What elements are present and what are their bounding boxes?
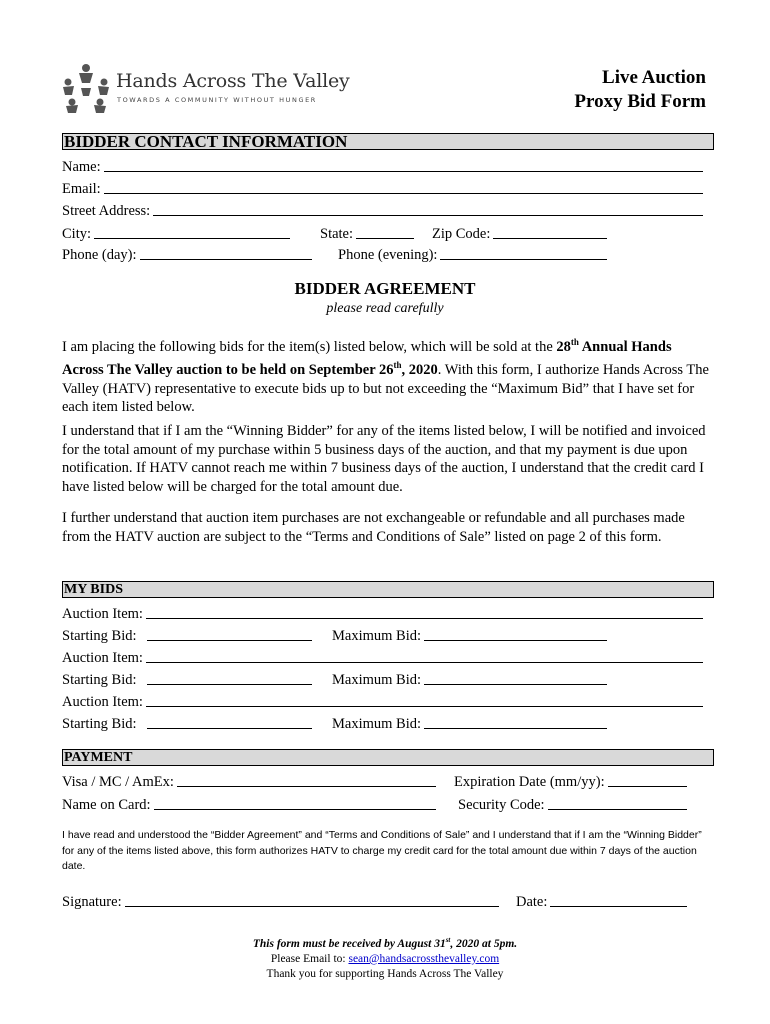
street-line[interactable] [153,214,703,216]
logo-tagline: TOWARDS A COMMUNITY WITHOUT HUNGER [117,96,317,104]
payment-heading: PAYMENT [64,750,133,765]
agreement-paragraph-3: I further understand that auction item purchases are not exchangeable or refundable and all purchases made from the HATV auction are subject to the “Terms and Conditions of Sale” listed on page 2 of this form. [62,510,685,545]
zip-line[interactable] [493,237,607,239]
p1-number-suffix: th [570,337,579,347]
bid-2-maximum-line[interactable] [424,683,607,685]
p1-date-suffix: th [393,360,402,371]
footer [0,933,770,982]
bid-2-item-label: Auction Item: [62,650,143,666]
bid-1-maximum-label: Maximum Bid: [332,628,422,644]
phone-row [62,244,714,264]
bid-1-starting-line[interactable] [147,639,312,641]
street-row [62,200,714,220]
bid-2-starting-line[interactable] [147,683,312,685]
email-line[interactable] [104,192,703,194]
city-label: City: [62,226,92,242]
bids-heading: MY BIDS [64,582,123,597]
bid-2-amount-row [62,669,714,689]
state-label: State: [320,226,354,242]
bid-1-item-field[interactable] [62,603,703,623]
signature-row [62,891,714,911]
email-instruction [0,952,770,967]
bid-2-item-row [62,647,714,667]
bid-2-starting-field[interactable] [62,669,312,689]
street-label: Street Address: [62,203,151,219]
card-name-label: Name on Card: [62,797,151,813]
bid-1-amount-row [62,625,714,645]
email-row [62,178,714,198]
email-prefix: Please Email to: [270,952,349,965]
name-row [62,156,714,176]
card-label: Visa / MC / AmEx: [62,774,174,790]
bid-3-item-label: Auction Item: [62,694,143,710]
hatv-logo [62,62,350,114]
agreement-title: BIDDER AGREEMENT [294,279,476,298]
signature-line[interactable] [125,905,499,907]
signature-label: Signature: [62,894,122,910]
phone-evening-line[interactable] [440,258,607,260]
bid-3-item-line[interactable] [146,705,703,707]
deadline-suffix: st [445,936,451,944]
payment-section-header [62,749,714,766]
bid-3-item-row [62,691,714,711]
bid-3-amount-row [62,713,714,733]
bid-1-starting-label: Starting Bid: [62,628,137,644]
deadline-notice [0,933,770,952]
bid-1-maximum-field[interactable] [332,625,607,645]
bids-section-header [62,581,714,598]
title-line-2: Proxy Bid Form [574,91,706,112]
bid-3-item-field[interactable] [62,691,703,711]
bid-3-starting-line[interactable] [147,727,312,729]
phone-day-line[interactable] [140,258,313,260]
thank-you-note: Thank you for supporting Hands Across The Valley [266,967,504,980]
phone-day-field[interactable] [62,244,312,264]
city-state-zip-row [62,223,714,243]
deadline-text: This form must be received by August 31 [252,937,446,950]
deadline-time: , 2020 at 5pm. [450,937,518,950]
bid-3-maximum-line[interactable] [424,727,607,729]
agreement-paragraph-1 [62,333,714,417]
people-circle-logo-icon [62,62,112,114]
agreement-subtitle: please read carefully [326,301,444,316]
authorization-fine-print: I have read and understood the “Bidder Agreement” and “Terms and Conditions of Sale” and I understand that if I am the “Winning Bidder” for any of the items listed above, this form authorizes HATV to charge my credit card for the total amount due within 7 days of the auction date. [62,829,702,872]
card-number-field[interactable] [62,771,436,791]
phone-day-label: Phone (day): [62,247,137,263]
security-label: Security Code: [458,797,545,813]
agreement-paragraph-2: I understand that if I am the “Winning Bidder” for any of the items listed below, I will be notified and invoiced for the total amount of my purchase within 5 business days of the auction, and that my payment is due upon notification. If HATV cannot reach me within 7 business days of the auction, I understand that the credit card I have listed below will be charged for the total amount due. [62,423,706,495]
email-label: Email: [62,181,101,197]
card-name-field[interactable] [62,794,436,814]
bid-3-starting-label: Starting Bid: [62,716,137,732]
city-line[interactable] [94,237,290,239]
zip-label: Zip Code: [432,226,491,242]
email-link[interactable]: sean@handsacrossthevalley.com [348,952,500,965]
bid-3-starting-field[interactable] [62,713,312,733]
state-line[interactable] [356,237,414,239]
card-name-row [62,794,714,814]
title-line-1: Live Auction [602,67,706,88]
p1-text-e: . With this form, I authorize Hands Across The Valley (HATV) representative to execute bids up to but not exceeding the “Maximum Bid” that I have set for each item listed below. [62,362,709,416]
expiration-field[interactable] [454,771,687,791]
date-line[interactable] [550,905,687,907]
street-address-field[interactable] [62,200,703,220]
bid-2-starting-label: Starting Bid: [62,672,137,688]
security-line[interactable] [548,808,687,810]
bid-2-maximum-label: Maximum Bid: [332,672,422,688]
email-field[interactable] [62,178,703,198]
bid-1-starting-field[interactable] [62,625,312,645]
bid-2-maximum-field[interactable] [332,669,607,689]
bid-1-item-line[interactable] [146,617,703,619]
logo-name: Hands Across The Valley [116,70,350,92]
p1-year: , 2020 [401,362,438,379]
name-label: Name: [62,159,101,175]
phone-evening-field[interactable] [338,244,607,264]
security-code-field[interactable] [458,794,687,814]
p1-text-a: I am placing the following bids for the item(s) listed below, which will be sold at the [62,338,557,355]
bid-3-maximum-field[interactable] [332,713,607,733]
bid-1-maximum-line[interactable] [424,639,607,641]
bid-1-item-label: Auction Item: [62,606,143,622]
card-row [62,771,714,791]
city-field[interactable] [62,223,290,243]
expiration-line[interactable] [608,785,687,787]
bid-3-maximum-label: Maximum Bid: [332,716,422,732]
state-field[interactable] [320,223,414,243]
bid-2-item-line[interactable] [146,661,703,663]
card-name-line[interactable] [154,808,436,810]
card-line[interactable] [177,785,436,787]
contact-heading: BIDDER CONTACT INFORMATION [64,132,348,151]
bid-1-item-row [62,603,714,623]
expiration-label: Expiration Date (mm/yy): [454,774,605,790]
phone-evening-label: Phone (evening): [338,247,438,263]
contact-section-header [62,133,714,150]
date-field[interactable] [516,891,687,911]
zip-field[interactable] [432,223,607,243]
date-label: Date: [516,894,548,910]
name-field[interactable] [62,156,703,176]
p1-event: Annual Hands Across The Valley auction to be held on September 26 [62,338,672,379]
bid-2-item-field[interactable] [62,647,703,667]
signature-field[interactable] [62,891,499,911]
form-title [574,66,706,114]
name-line[interactable] [104,170,703,172]
p1-number: 28 [556,338,571,355]
